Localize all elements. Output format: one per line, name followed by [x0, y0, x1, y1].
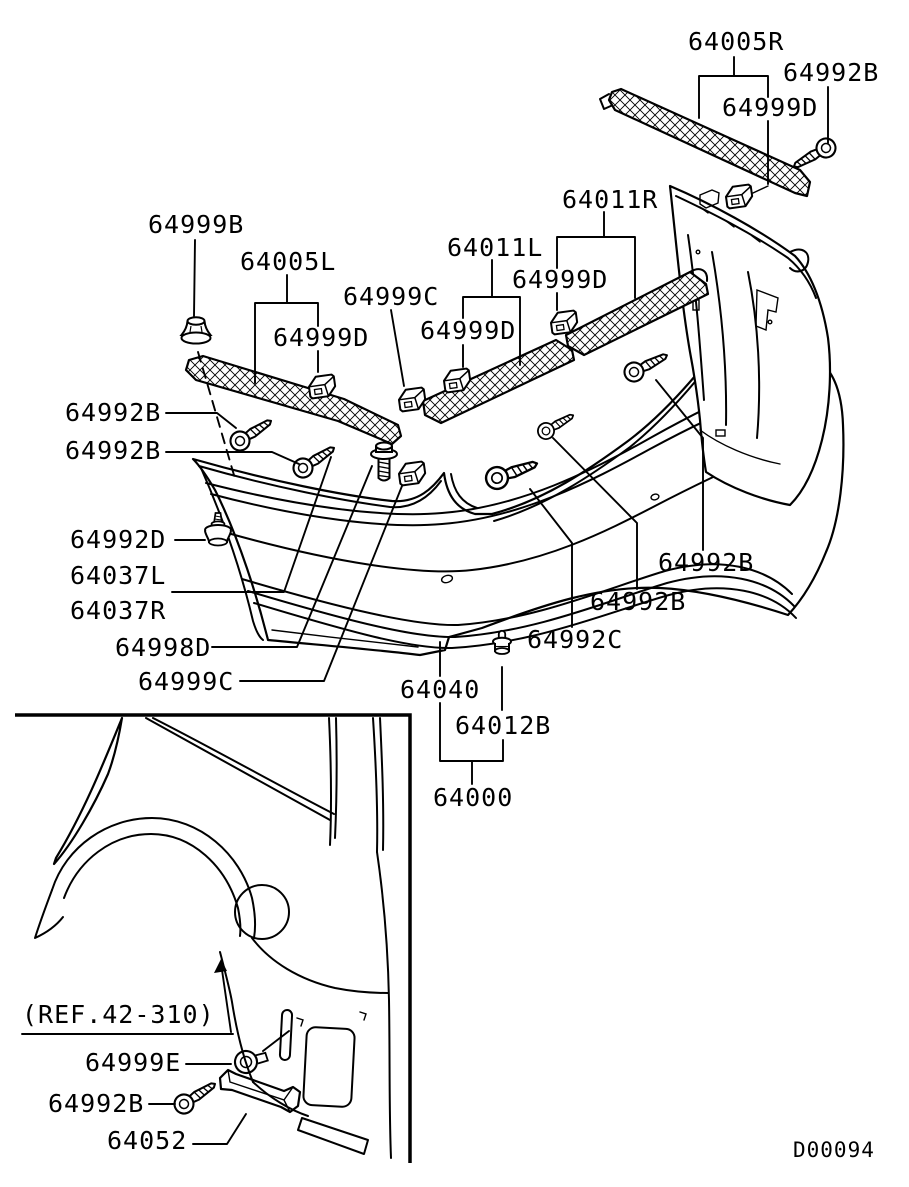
screw-icon — [535, 408, 577, 442]
part-label-64999E: 64999E — [85, 1048, 182, 1077]
part-label-64998D: 64998D — [115, 633, 212, 662]
part-label-64992D: 64992D — [70, 525, 167, 554]
part-label-64992B-right: 64992B — [658, 548, 755, 577]
part-label-64012B: 64012B — [455, 711, 552, 740]
reinforcement-strip-64005L — [186, 356, 401, 444]
part-label-64999C-upper: 64999C — [343, 282, 440, 311]
grommet-icon — [182, 317, 211, 343]
part-label-64992B-left-1: 64992B — [65, 398, 162, 427]
reference-note: (REF.42-310) — [22, 1000, 215, 1029]
screw-icon — [171, 1076, 220, 1117]
bracket-64052-drawing — [220, 1070, 300, 1112]
screw-icon — [621, 347, 671, 385]
screw-icon — [290, 440, 339, 481]
clip-icon — [398, 387, 427, 411]
part-label-64992C: 64992C — [527, 625, 624, 654]
part-label-64000: 64000 — [433, 783, 514, 812]
part-label-64999C-lower: 64999C — [138, 667, 235, 696]
part-label-64040: 64040 — [400, 675, 481, 704]
part-label-64005L: 64005L — [240, 247, 337, 276]
part-label-64992B-middle: 64992B — [590, 587, 687, 616]
part-label-64992B-inset: 64992B — [48, 1089, 145, 1118]
part-label-64999D-3: 64999D — [420, 316, 517, 345]
clip-icon — [398, 461, 427, 485]
clip-icon — [725, 184, 754, 208]
part-label-64037L: 64037L — [70, 561, 167, 590]
push-nut-icon — [493, 631, 511, 654]
part-label-64999D-4: 64999D — [273, 323, 370, 352]
screw-icon — [483, 453, 541, 492]
part-label-64011L: 64011L — [447, 233, 544, 262]
part-label-64999B: 64999B — [148, 210, 245, 239]
part-label-64011R: 64011R — [562, 185, 659, 214]
part-label-64992B-top-right: 64992B — [783, 58, 880, 87]
ref-arrowhead — [214, 959, 227, 973]
part-label-64052: 64052 — [107, 1126, 188, 1155]
part-label-64005R: 64005R — [688, 27, 785, 56]
part-label-64037R: 64037R — [70, 596, 167, 625]
screw-icon — [227, 413, 276, 454]
drawing-code: D00094 — [793, 1138, 875, 1162]
part-label-64999D-1: 64999D — [722, 93, 819, 122]
part-label-64992B-left-2: 64992B — [65, 436, 162, 465]
bolt-icon — [371, 443, 397, 481]
part-label-64999D-2: 64999D — [512, 265, 609, 294]
